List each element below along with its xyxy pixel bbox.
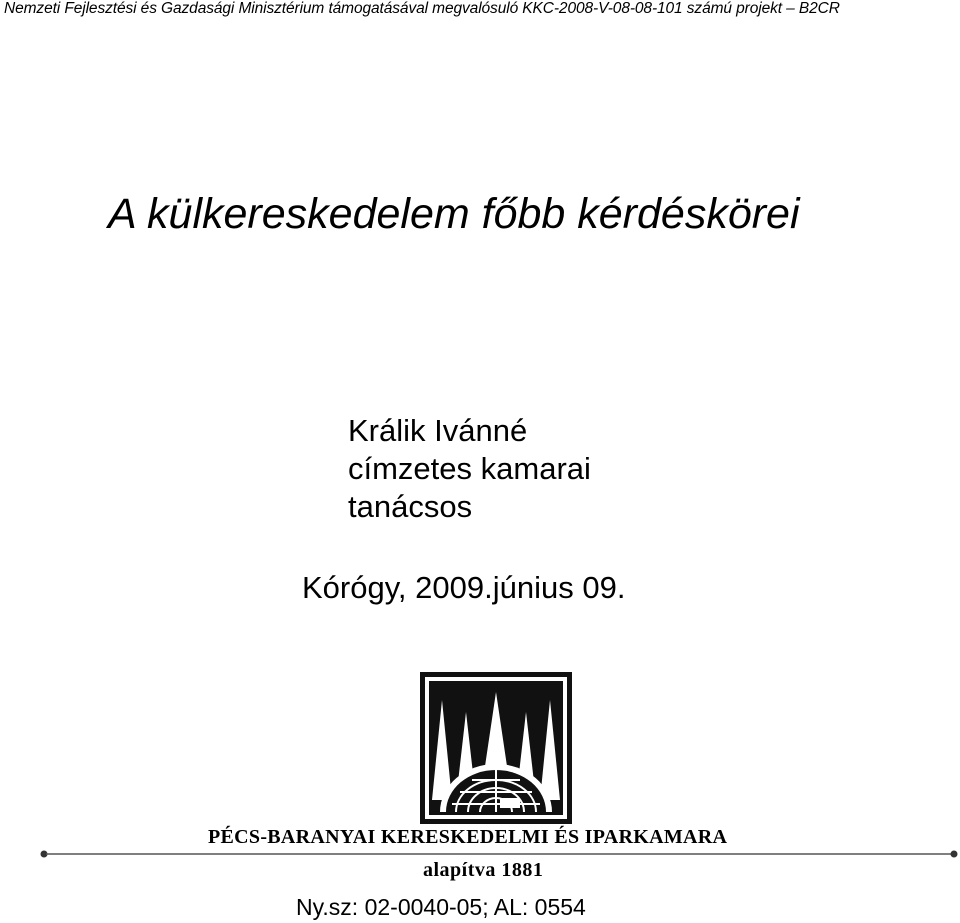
- author-name: Králik Ivánné: [348, 413, 528, 448]
- document-title: A külkereskedelem főbb kérdéskörei: [108, 190, 800, 238]
- author-block: [348, 412, 591, 526]
- project-header: Nemzeti Fejlesztési és Gazdasági Minisztérium támogatásával megvalósuló KKC-2008-V-08-08-101 számú projekt – B2CR: [4, 0, 840, 17]
- chamber-name: PÉCS-BARANYAI KERESKEDELMI ÉS IPARKAMARA: [208, 826, 728, 848]
- chamber-emblem-icon: [420, 672, 572, 824]
- author-role-line-1: címzetes kamarai: [348, 451, 591, 486]
- author-role-line-2: tanácsos: [348, 489, 473, 524]
- place-and-date: Kórógy, 2009.június 09.: [302, 570, 626, 605]
- registration-number: Ny.sz: 02-0040-05; AL: 0554: [296, 894, 586, 920]
- founded-year: alapítva 1881: [423, 859, 544, 881]
- divider-rule: [40, 850, 958, 858]
